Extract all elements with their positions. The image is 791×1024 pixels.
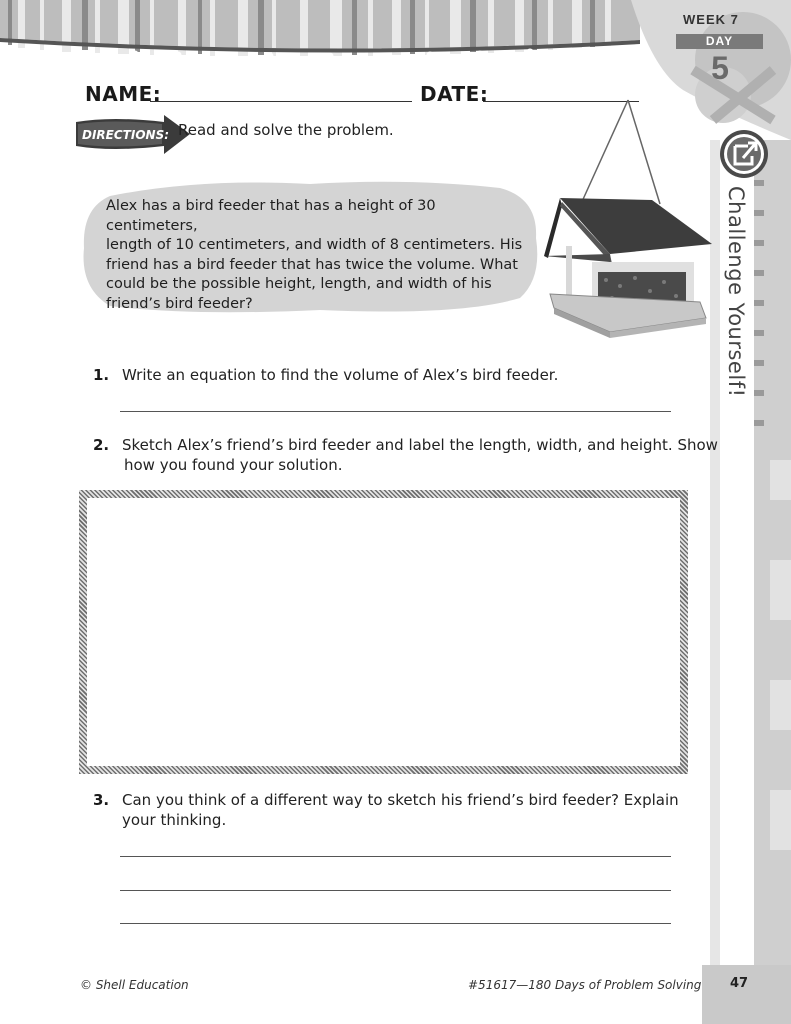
day-number: 5 bbox=[711, 50, 729, 86]
answer-line-3c[interactable] bbox=[120, 923, 671, 924]
answer-line-3a[interactable] bbox=[120, 856, 671, 857]
problem-line: length of 10 centimeters, and width of 8 centimeters. His bbox=[106, 237, 523, 253]
footer-book-title: #51617—180 Days of Problem Solving bbox=[468, 978, 702, 992]
problem-line: friend’s bird feeder? bbox=[106, 295, 253, 312]
answer-line-3b[interactable] bbox=[120, 890, 671, 891]
name-label: NAME: bbox=[85, 82, 162, 106]
question-1-number: 1. bbox=[93, 366, 110, 384]
question-2-line: how you found your solution. bbox=[124, 456, 343, 474]
date-label: DATE: bbox=[420, 82, 489, 106]
bird-feeder-illustration bbox=[540, 96, 720, 341]
directions-text: Read and solve the problem. bbox=[178, 121, 394, 139]
problem-line: could be the possible height, length, and width of his bbox=[106, 276, 492, 292]
problem-text bbox=[106, 197, 526, 314]
week-label: WEEK 7 bbox=[683, 12, 739, 27]
challenge-arrow-icon bbox=[718, 128, 770, 180]
day-label: DAY bbox=[676, 34, 763, 49]
question-3-text bbox=[122, 790, 679, 830]
question-3-number: 3. bbox=[93, 791, 110, 809]
problem-line: Alex has a bird feeder that has a height of 30 centimeters, bbox=[106, 198, 436, 234]
sketch-box[interactable] bbox=[79, 490, 688, 774]
page-number: 47 bbox=[729, 976, 749, 991]
page-number-tab bbox=[702, 965, 791, 1024]
directions-badge-text: DIRECTIONS: bbox=[82, 128, 170, 142]
question-2-number: 2. bbox=[93, 436, 110, 454]
question-3-line: Can you think of a different way to sketch his friend’s bird feeder? Explain bbox=[122, 791, 679, 809]
question-3-line: your thinking. bbox=[122, 811, 227, 829]
question-2-line: Sketch Alex’s friend’s bird feeder and label the length, width, and height. Show bbox=[122, 436, 718, 454]
problem-line: friend has a bird feeder that has twice the volume. What bbox=[106, 256, 518, 273]
side-stripe bbox=[710, 140, 791, 970]
name-line[interactable] bbox=[150, 101, 412, 102]
question-1-text bbox=[122, 365, 558, 385]
answer-line-1[interactable] bbox=[120, 411, 671, 412]
footer-copyright: © Shell Education bbox=[80, 978, 189, 992]
question-1-line: Write an equation to find the volume of Alex’s bird feeder. bbox=[122, 366, 559, 384]
question-2-text bbox=[122, 435, 718, 475]
challenge-yourself-label: Challenge Yourself! bbox=[724, 186, 748, 398]
directions-badge bbox=[72, 112, 192, 158]
